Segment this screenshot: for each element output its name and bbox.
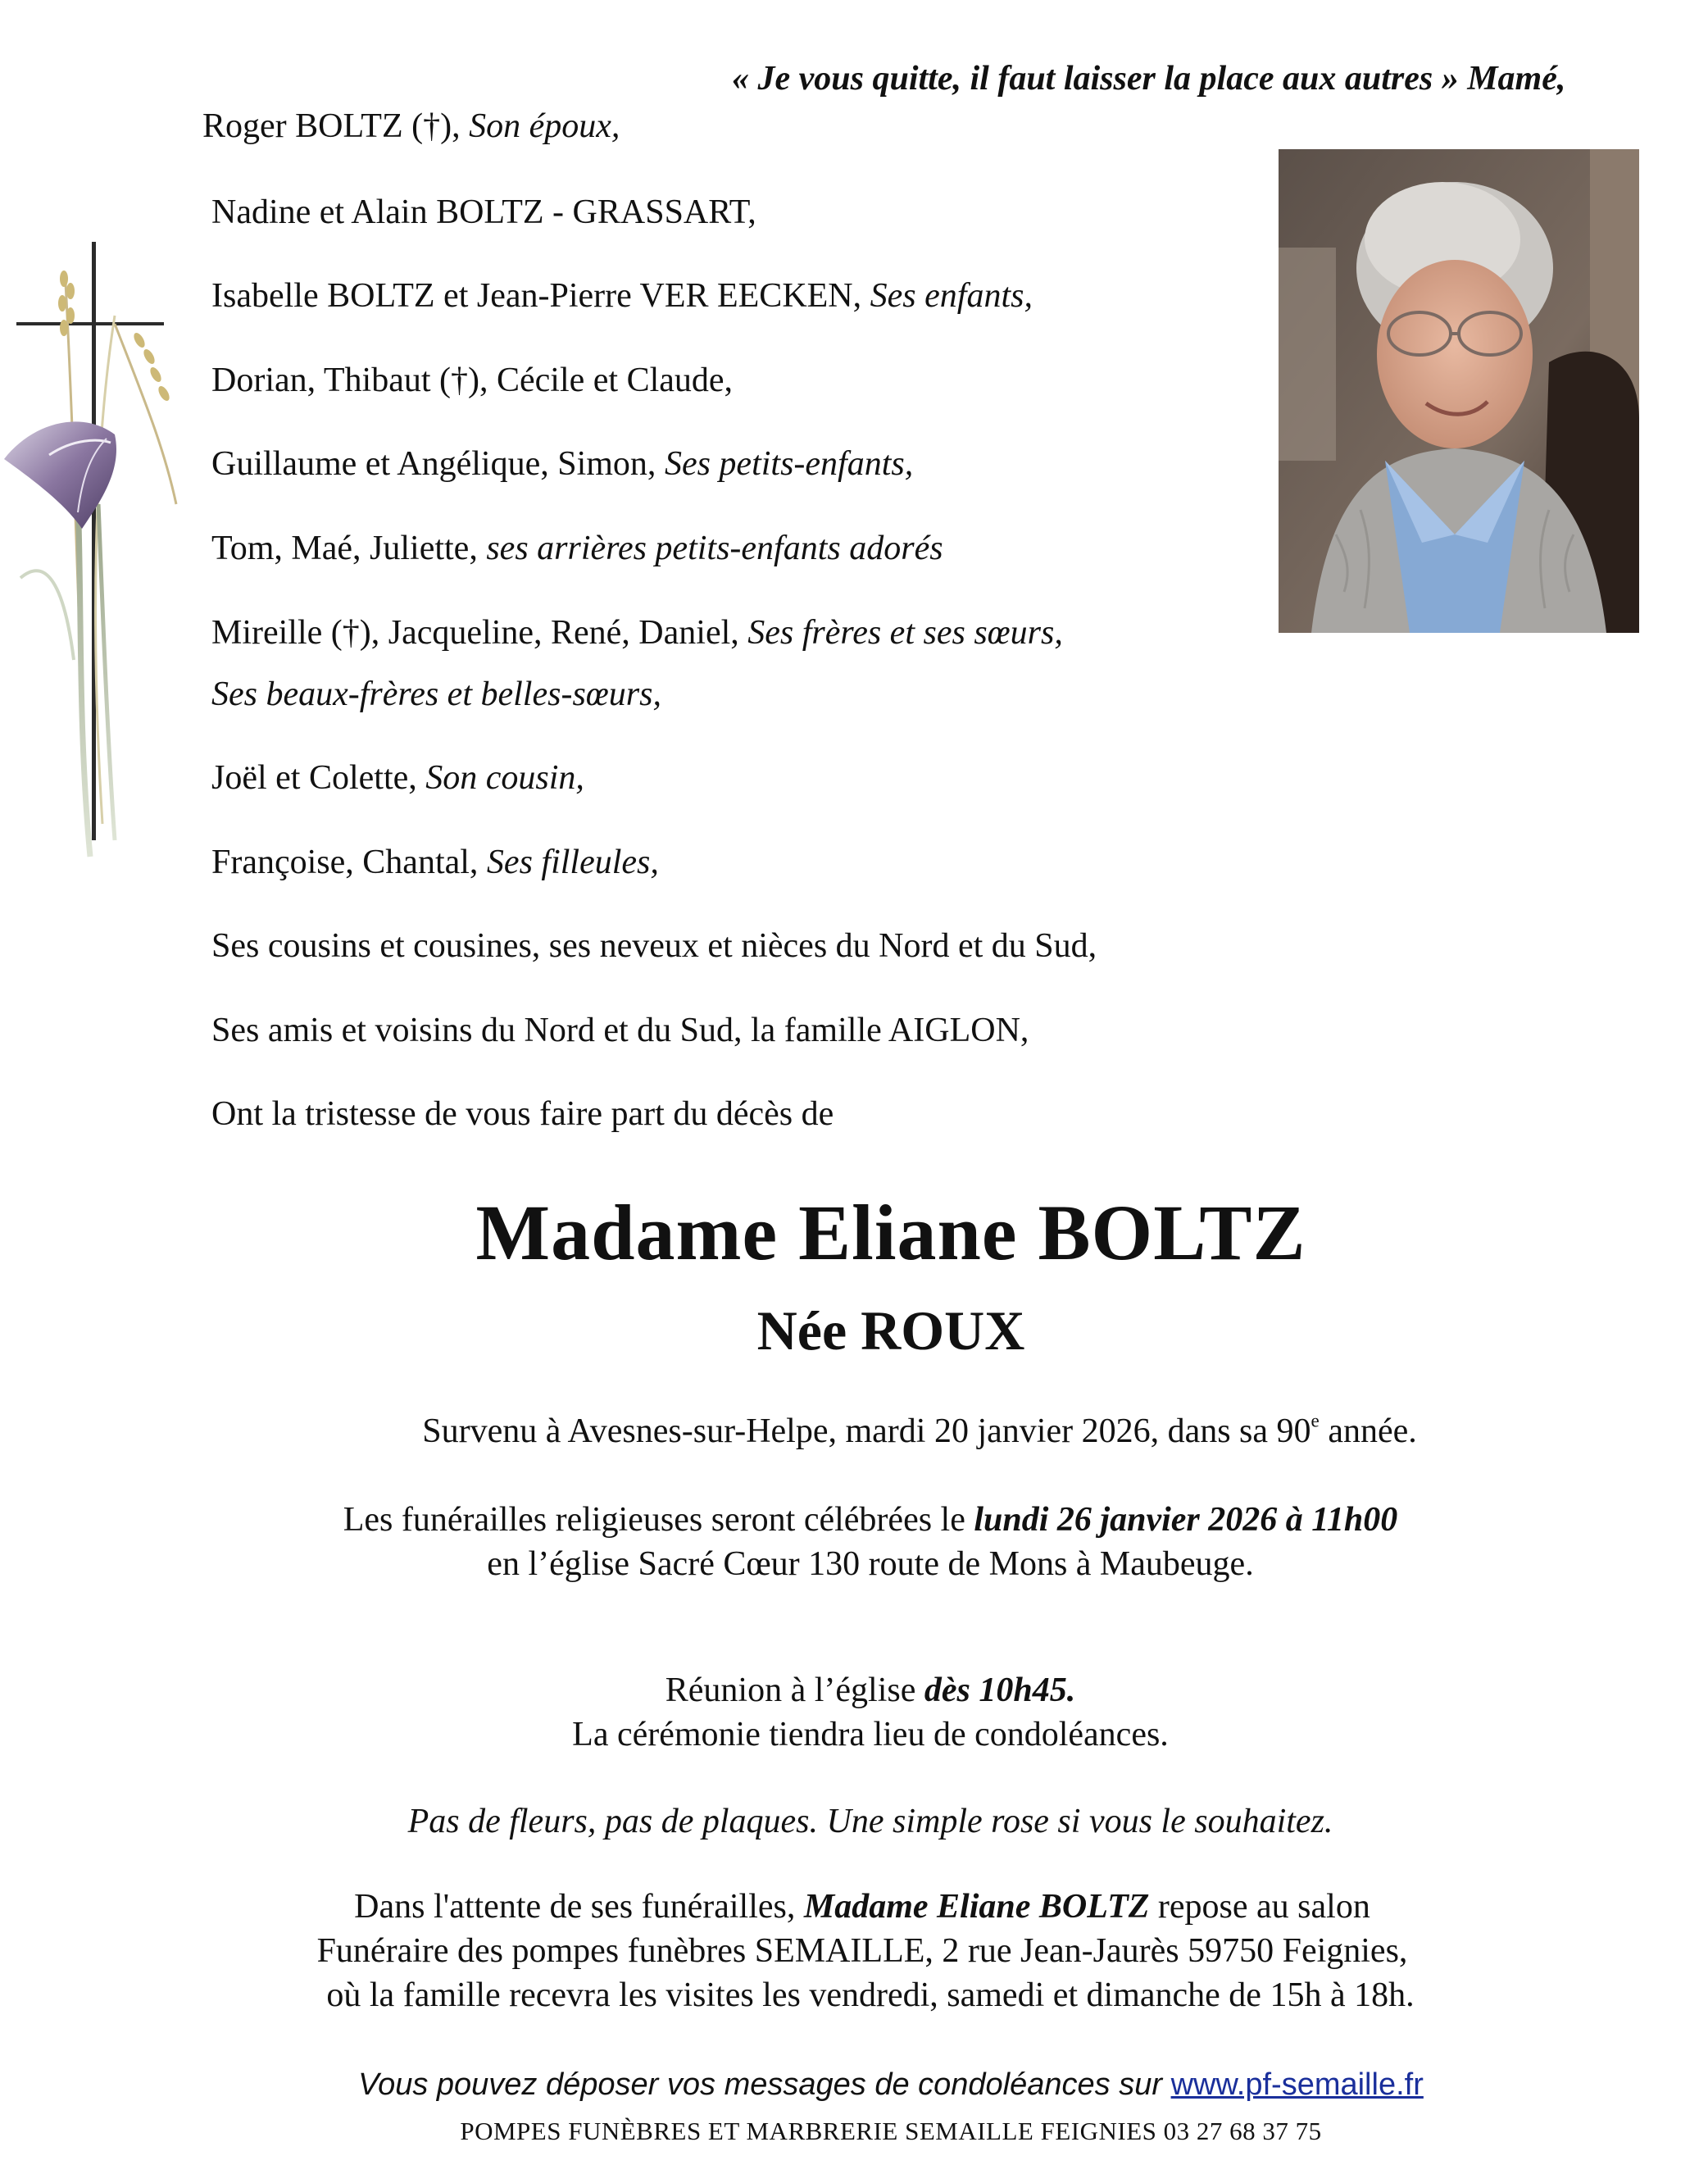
family-relation: Ses petits-enfants, [664, 445, 914, 483]
family-relation: Ses beaux-frères et belles-sœurs, [211, 675, 661, 713]
flowers-note: Pas de fleurs, pas de plaques. Une simple rose si vous le souhaitez. [407, 1803, 1333, 1840]
family-names: Ses amis et voisins du Nord et du Sud, la famille AIGLON, [211, 1012, 1029, 1049]
family-names: Tom, Maé, Juliette, [211, 530, 487, 567]
family-names: Roger BOLTZ (†), [202, 107, 470, 145]
cross-horizontal [16, 322, 164, 325]
family-line [211, 193, 756, 232]
meeting-line-1 [16, 1671, 1708, 1710]
salon-line-3: où la famille recevra les visites les vendredi, samedi et dimanche de 15h à 18h. [326, 1976, 1415, 2014]
website-link[interactable]: www.pf-semaille.fr [1170, 2067, 1424, 2102]
family-line [211, 926, 1097, 966]
family-line [211, 758, 584, 798]
deceased-name: Madame Eliane BOLTZ [475, 1189, 1306, 1276]
salon-prefix: Dans l'attente de ses funérailles, [354, 1888, 804, 1926]
death-text-end: année. [1319, 1412, 1417, 1450]
family-line [202, 107, 620, 146]
family-line [211, 1011, 1029, 1050]
salon-suffix: repose au salon [1149, 1888, 1370, 1926]
footer-message [0, 2067, 1708, 2103]
death-line [66, 1409, 1708, 1451]
maiden-name: Née ROUX [756, 1299, 1025, 1362]
family-relation: Son cousin, [425, 759, 584, 797]
family-line [211, 276, 1033, 316]
death-sup: e [1311, 1409, 1320, 1431]
family-line [211, 444, 913, 484]
footer-message-text: Vous pouvez déposer vos messages de condoléances sur [358, 2067, 1171, 2102]
salon-line-1 [8, 1887, 1708, 1926]
family-relation: ses arrières petits-enfants adorés [486, 530, 943, 567]
meeting-time: dès 10h45. [924, 1671, 1076, 1709]
salon-name: Madame Eliane BOLTZ [803, 1888, 1150, 1926]
quote: « Je vous quitte, il faut laisser la place aux autres » Mamé, [732, 60, 1566, 98]
funeral-line-1 [16, 1500, 1708, 1539]
family-relation: Ses enfants, [870, 277, 1033, 315]
family-line [211, 613, 1063, 653]
family-names: Françoise, Chantal, [211, 844, 487, 881]
family-line [211, 361, 733, 400]
family-names: Ses cousins et cousines, ses neveux et nièces du Nord et du Sud, [211, 927, 1097, 965]
family-relation: Ses frères et ses sœurs, [747, 614, 1063, 652]
funeral-prefix: Les funérailles religieuses seront célébrées le [343, 1501, 974, 1539]
family-line [211, 675, 661, 714]
meeting-line-2: La cérémonie tiendra lieu de condoléances. [572, 1716, 1169, 1753]
family-relation: Ses filleules, [486, 844, 659, 881]
salon-line-2: Funéraire des pompes funèbres SEMAILLE, 2 rue Jean-Jaurès 59750 Feignies, [316, 1932, 1408, 1970]
footer-company: POMPES FUNÈBRES ET MARBRERIE SEMAILLE FEIGNIES 03 27 68 37 75 [460, 2117, 1322, 2145]
funeral-line-2: en l’église Sacré Cœur 130 route de Mons à Maubeuge. [487, 1545, 1254, 1583]
family-names: Ont la tristesse de vous faire part du décès de [211, 1095, 834, 1133]
death-text: Survenu à Avesnes-sur-Helpe, mardi 20 janvier 2026, dans sa 90 [422, 1412, 1311, 1450]
family-names: Dorian, Thibaut (†), Cécile et Claude, [211, 362, 734, 399]
family-names: Guillaume et Angélique, Simon, [211, 445, 665, 483]
cross-lily-icon [0, 234, 189, 873]
family-line [211, 529, 943, 568]
family-names: Mireille (†), Jacqueline, René, Daniel, [211, 614, 748, 652]
funeral-date: lundi 26 janvier 2026 à 11h00 [974, 1501, 1398, 1539]
portrait-icon [1279, 149, 1639, 633]
family-names: Joël et Colette, [211, 759, 426, 797]
family-names: Nadine et Alain BOLTZ - GRASSART, [211, 193, 756, 231]
portrait-photo [1279, 149, 1639, 633]
family-names: Isabelle BOLTZ et Jean-Pierre VER EECKEN, [211, 277, 870, 315]
family-relation: Son époux, [469, 107, 620, 145]
meeting-prefix: Réunion à l’église [665, 1671, 924, 1709]
family-line [211, 1094, 834, 1134]
family-line [211, 843, 659, 882]
